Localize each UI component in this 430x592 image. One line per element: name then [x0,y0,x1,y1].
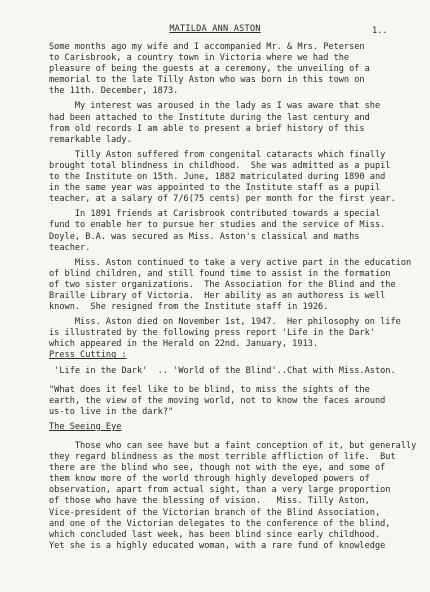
text-line: In 1891 friends at Carisbrook contributed towards a special [49,209,381,220]
text-line: memorial to the late Tilly Aston who was born in this town on [49,75,365,86]
text-line: fund to enable her to pursue her studies and the service of Miss. [49,220,386,231]
text-line: pleasure of being the guests at a ceremony, the unveiling of a [49,64,370,75]
text-line: teacher, at a salary of 7/6(75 cents) per month for the first year. [49,194,396,205]
text-line: Braille Library of Victoria. Her ability as an authoress is well [49,290,386,301]
text-line: brought total blindness in childhood. She was admitted as a pupil [49,160,391,171]
text-line: "What does it feel like to be blind, to miss the sights of the [49,384,370,395]
text-line: which appeared in the Herald on 22nd. January, 1913. [49,339,319,350]
text-line: of blind children, and still found time to assist in the formation [49,268,391,279]
section-heading: The Seeing Eye [49,421,122,432]
document-title: MATILDA ANN ASTON [169,24,261,34]
text-line: Yet she is a highly educated woman, with a rare fund of knowledge [49,540,386,551]
text-line: to the Institute on 15th. June, 1882 matriculated during 1890 and [49,172,386,183]
text-line: teacher. [49,242,91,253]
text-line: us-to live in the dark?" [49,406,174,417]
text-line: from old records I am able to present a brief history of this [49,123,365,134]
text-line: Doyle, B.A. was secured as Miss. Aston's classical and maths [49,231,360,242]
text-line: remarkable lady. [49,134,132,145]
text-line: the 11th. December, 1873. [49,86,179,97]
text-line: earth, the view of the moving world, not to know the faces around [49,395,386,406]
text-line: Tilly Aston suffered from congenital cataracts which finally [49,149,386,160]
text-line: Those who can see have but a faint conception of it, but generally [49,441,417,451]
section-heading: Press Cutting : [49,350,127,361]
text-line: My interest was aroused in the lady as I was aware that she [49,101,381,112]
text-line: had been attached to the Institute during the last century and [49,112,370,123]
text-line: in the same year was appointed to the Institute staff as a pupil [49,183,381,194]
text-line: and one of the Victorian delegates to the conference of the blind, [49,518,391,529]
text-line: to Carisbrook, a country town in Victoria where we had the [49,53,350,64]
page-number: 1.. [372,26,388,36]
document-body [49,42,419,552]
text-line: of two sister organizations. The Association for the Blind and the [49,279,396,290]
text-line: there are the blind who see, though not with the eye, and some of [49,463,386,474]
text-line: them know more of the world through highly developed powers of [49,474,370,485]
text-line: they regard blindness as the most terrible affliction of life. But [49,452,396,463]
text-line: Miss. Aston continued to take a very active part in the education [49,257,412,268]
text-line: 'Life in the Dark' .. 'World of the Blind'..Chat with Miss.Aston. [49,365,396,376]
text-line: is illustrated by the following press report 'Life in the Dark' [49,328,375,339]
text-line: which concluded last week, has been blind since early childhood. [49,529,381,540]
text-line: of those who have the blessing of vision. Miss. Tilly Aston, [49,496,370,507]
text-line: observation, apart from actual sight, than a very large proportion [49,485,391,496]
text-line: known. She resigned from the Institute staff in 1926. [49,302,329,313]
text-line: Some months ago my wife and I accompanied Mr. & Mrs. Petersen [49,42,365,52]
text-line: Vice-president of the Victorian branch of the Blind Association, [49,507,381,518]
text-line: Miss. Aston died on November 1st, 1947. Her philosophy on life [49,317,401,328]
